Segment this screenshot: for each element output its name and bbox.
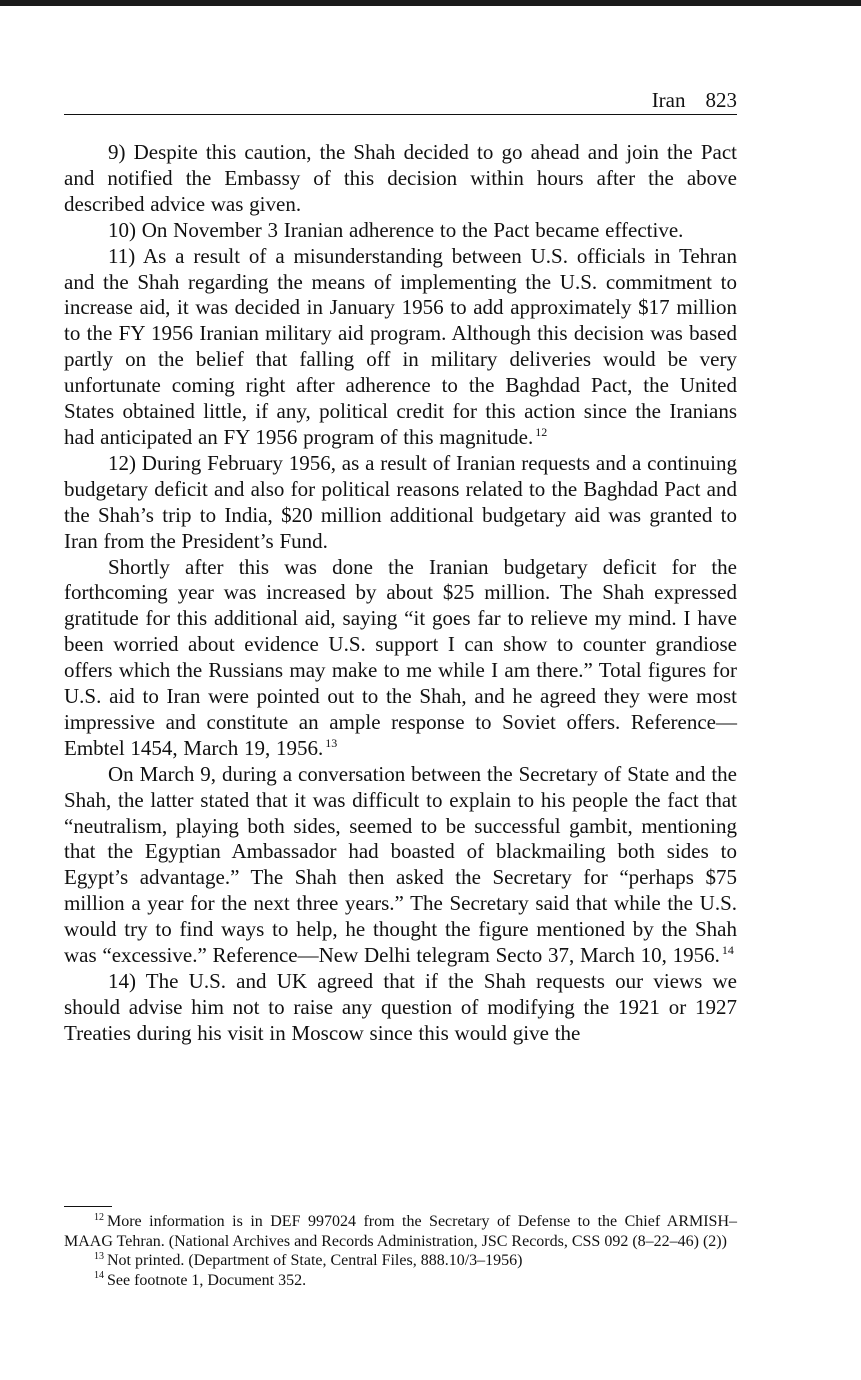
paragraph [64, 140, 737, 218]
header-text [652, 88, 737, 112]
footnote-number: 12 [94, 1211, 104, 1223]
footnote [64, 1212, 737, 1251]
page-number: 823 [705, 88, 737, 112]
paragraph [64, 762, 737, 969]
paragraph-text: 11) As a result of a misunderstanding between U.S. officials in Tehran and the Shah regarding the means of implementing the U.S. commitment to increase aid, it was decided in January 1956 to add approximately $17 million to the FY 1956 Iranian military aid program. Although this decision was based partly on the belief that falling off in military deliveries would be very unfortunate coming right after adherence to the Baghdad Pact, the United States obtained little, if any, political credit for this action since the Iranians had anticipated an FY 1956 program of this magnitude. [64, 243, 737, 449]
paragraph [64, 451, 737, 555]
paragraph-text: On March 9, during a conversation between the Secretary of State and the Shah, the latter stated that it was difficult to explain to his people the fact that “neutralism, playing both sides, seemed to be successful gambit, mentioning that the Egyptian Ambassador had boasted of blackmailing both sides to Egypt’s advantage.” The Shah then asked the Secretary for “perhaps $75 million a year for the next three years.” The Secretary said that while the U.S. would try to find ways to help, he thought the figure mentioned by the Shah was “excessive.” Reference—New Delhi telegram Secto 37, March 10, 1956. [64, 761, 737, 968]
footnotes [64, 1212, 737, 1290]
footnote-text: More information is in DEF 997024 from the Secretary of Defense to the Chief ARMISH–MAAG Tehran. (National Archives and Records Administration, JSC Records, CSS 092 (8–22–46) (2)) [64, 1213, 737, 1250]
paragraph-text: 10) On November 3 Iranian adherence to the Pact became effective. [108, 217, 684, 242]
paragraph [64, 969, 737, 1047]
footnote-text: See footnote 1, Document 352. [107, 1271, 307, 1289]
paragraph-text: Shortly after this was done the Iranian budgetary deficit for the forthcoming year was increased by about $25 million. The Shah expressed gratitude for this additional aid, saying “it goes far to relieve my mind. I have been worried about evidence U.S. support I can show to counter grandiose offers which the Russians may make to me while I am there.” Total figures for U.S. aid to Iran were pointed out to the Shah, and he agreed they were most impressive and constitute an ample response to Soviet offers. Reference—Embtel 1454, March 19, 1956. [64, 554, 737, 760]
paragraph [64, 555, 737, 762]
footnote-ref: 13 [325, 735, 338, 750]
paragraph-text: 9) Despite this caution, the Shah decided to go ahead and join the Pact and notified the Embassy of this decision within hours after the above described advice was given. [64, 140, 737, 216]
footnote-ref: 12 [535, 424, 548, 439]
footnote-ref: 14 [721, 943, 734, 958]
paragraph [64, 218, 737, 244]
footnote [64, 1251, 737, 1271]
paragraph-text: 14) The U.S. and UK agreed that if the Shah requests our views we should advise him not to raise any question of modifying the 1921 or 1927 Treaties during his visit in Moscow since this would give the [64, 969, 737, 1045]
paragraph [64, 244, 737, 451]
footnote-divider [64, 1206, 112, 1207]
scan-top-edge [0, 0, 861, 6]
footnote-number: 13 [94, 1250, 104, 1262]
body-text [64, 140, 737, 1047]
running-header [64, 86, 737, 115]
footnote-text: Not printed. (Department of State, Central Files, 888.10/3–1956) [107, 1252, 523, 1269]
footnote-number: 14 [94, 1270, 104, 1282]
header-section: Iran [651, 88, 686, 112]
footnote [64, 1271, 737, 1291]
paragraph-text: 12) During February 1956, as a result of Iranian requests and a continuing budgetary deficit and also for political reasons related to the Baghdad Pact and the Shah’s trip to India, $20 million additional budgetary aid was granted to Iran from the President’s Fund. [64, 450, 737, 553]
